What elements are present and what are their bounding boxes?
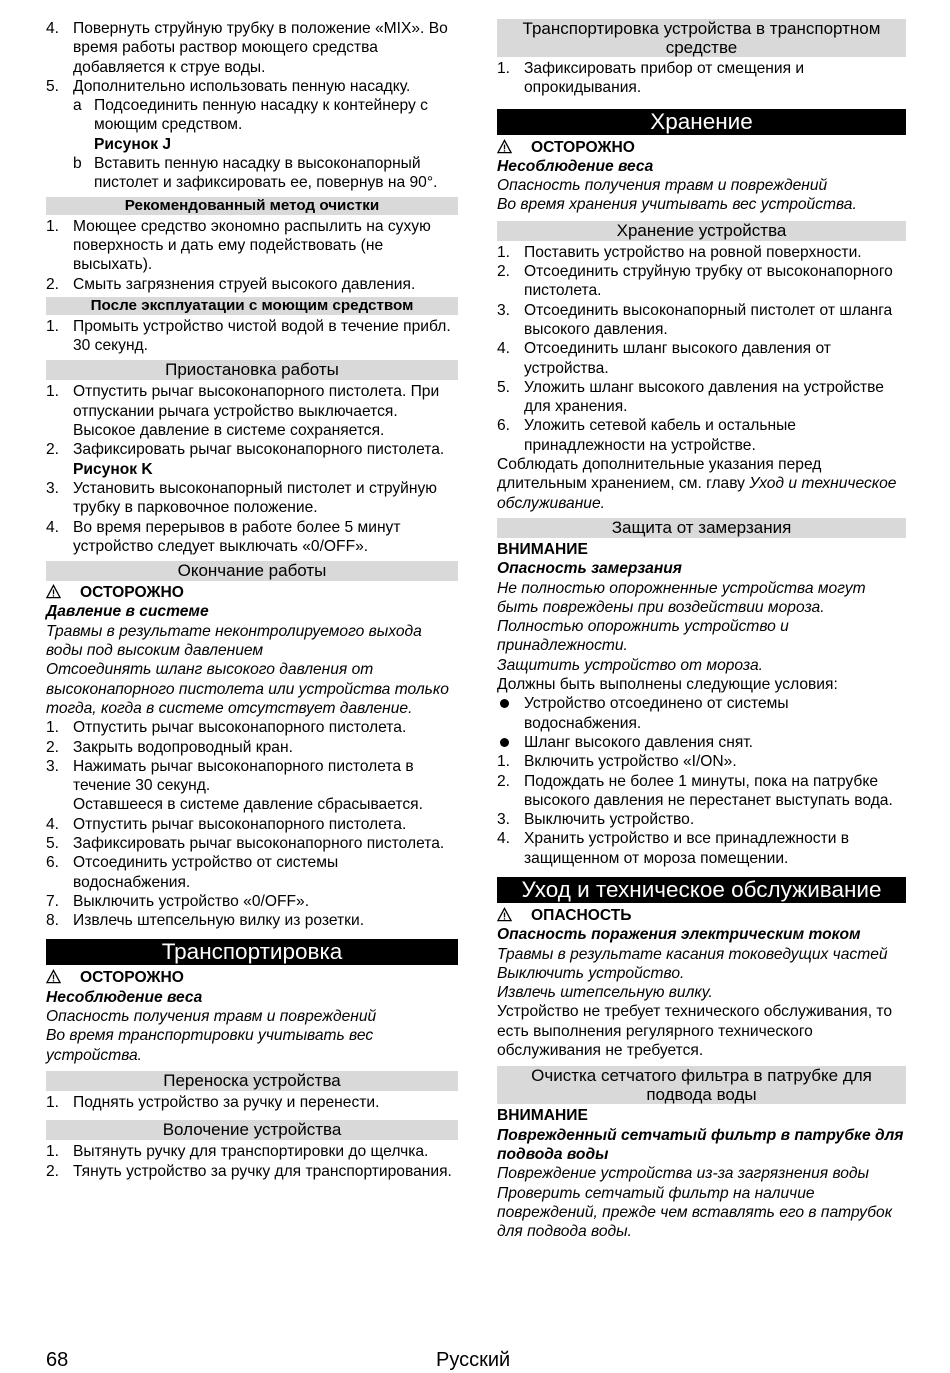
care-note: Устройство не требует технического обслуживания, то есть выполнения регулярного технического обслуживания не требуется. <box>497 1003 892 1060</box>
list-item-text: Тянуть устройство за ручку для транспортирования. <box>73 1162 452 1180</box>
end-work-list <box>46 718 458 795</box>
list-item-text: Во время перерывов в работе более 5 минут устройство следует выключать «0/OFF». <box>73 518 401 555</box>
list-item-number: 2. <box>497 263 511 281</box>
list-item-number: 3. <box>497 811 511 829</box>
list-item <box>497 810 906 829</box>
warning-text: Во время транспортировки учитывать вес устройства. <box>46 1027 374 1064</box>
end-work-list-continued <box>46 815 458 931</box>
method-list <box>46 217 458 294</box>
warning-title: Несоблюдение веса <box>497 157 654 175</box>
list-item-number: 7. <box>46 892 60 910</box>
storage-list <box>497 243 906 455</box>
section-heading-pause: Приостановка работы <box>46 360 458 380</box>
caution-text: Повреждение устройства из-за загрязнения воды <box>497 1165 870 1183</box>
chapter-heading-care: Уход и техническое обслуживание <box>497 877 906 903</box>
list-item-text: Выключить устройство «0/OFF». <box>73 892 310 910</box>
list-item <box>46 382 458 440</box>
danger-text: Травмы в результате касания токоведущих частей <box>497 945 888 963</box>
bullet-text: Шланг высокого давления снят. <box>524 733 754 751</box>
list-item-number: 1. <box>46 1143 60 1161</box>
warning-triangle-icon <box>497 139 512 154</box>
list-item-number: 2. <box>46 441 60 459</box>
list-item-number: 1. <box>46 317 60 335</box>
section-heading-store-device: Хранение устройства <box>497 221 906 241</box>
list-item-number: 6. <box>46 854 60 872</box>
caution-text: Проверить сетчатый фильтр на наличие повреждений, прежде чем вставлять его в патрубок для подвода воды. <box>497 1184 893 1241</box>
section-heading-filter: Очистка сетчатого фильтра в патрубке для подвода воды <box>497 1066 906 1104</box>
warning-label: ОСТОРОЖНО <box>46 583 458 602</box>
left-column <box>46 19 458 1181</box>
bullet-dot-icon <box>500 738 509 747</box>
right-column <box>497 19 906 1241</box>
warning-text: Отсоединять шланг высокого давления от высоконапорного пистолета или устройства только тогда, когда в системе отсутствует давление. <box>46 661 449 717</box>
caution-text: Защитить устройство от мороза. <box>497 656 763 674</box>
list-item <box>46 815 458 834</box>
list-item <box>46 479 458 518</box>
warning-label: ОСТОРОЖНО <box>497 138 906 157</box>
bullet-dot-icon <box>500 699 509 708</box>
list-item-text: Закрыть водопроводный кран. <box>73 738 293 756</box>
danger-label: ОПАСНОСТЬ <box>497 906 906 925</box>
list-item-text: Нажимать рычаг высоконапорного пистолета в течение 30 секунд. <box>73 757 414 795</box>
storage-note: Соблюдать дополнительные указания перед длительным хранением, см. главу Уход и техническое обслуживание. <box>497 456 897 512</box>
list-item <box>497 752 906 771</box>
list-item-text: Отсоединить высоконапорный пистолет от шланга высокого давления. <box>524 301 893 338</box>
list-item <box>46 275 458 294</box>
danger-title: Опасность поражения электрическим током <box>497 926 861 944</box>
list-item-number: 5. <box>497 378 511 396</box>
list-item-text: Поставить устройство на ровной поверхности. <box>524 243 862 261</box>
list-item <box>46 757 458 796</box>
list-item-text: Моющее средство экономно распылить на сухую поверхность и дать ему подействовать (не высыхать). <box>73 217 431 274</box>
caution-text: Полностью опорожнить устройство и принадлежности. <box>497 618 789 655</box>
section-heading-method: Рекомендованный метод очистки <box>46 197 458 215</box>
warning-triangle-icon <box>497 907 512 922</box>
list-item-number: 1. <box>497 243 511 261</box>
list-item <box>497 339 906 378</box>
list-item-text: Зафиксировать рычаг высоконапорного пистолета. <box>73 441 445 459</box>
list-item <box>46 738 458 757</box>
list-item <box>46 834 458 853</box>
list-item <box>497 59 906 98</box>
list-item <box>46 1142 458 1161</box>
list-item-text: Выключить устройство. <box>524 811 695 829</box>
figure-reference: Рисунок J <box>94 135 172 153</box>
warning-triangle-icon <box>46 584 61 599</box>
list-item-text: Извлечь штепсельную вилку из розетки. <box>73 912 365 930</box>
list-item-number: 2. <box>46 738 60 756</box>
warning-title: Давление в системе <box>46 603 209 621</box>
list-item-text: Отпустить рычаг высоконапорного пистолета. <box>73 815 407 833</box>
list-item-text: Отсоединить шланг высокого давления от устройства. <box>524 340 831 377</box>
footer-language: Русский <box>436 1349 511 1371</box>
figure-reference: Рисунок K <box>73 460 153 478</box>
list-item: 4. Повернуть струйную трубку в положение «MIX». Во время работы раствор моющего средства добавляется к струе воды. <box>46 20 448 76</box>
list-item <box>46 217 458 275</box>
list-item <box>497 772 906 811</box>
list-item-number: 1. <box>46 217 60 235</box>
danger-text: Выключить устройство. <box>497 964 685 982</box>
chapter-heading-transport: Транспортировка <box>46 939 458 965</box>
conditions-bullets <box>497 694 906 752</box>
list-item <box>497 262 906 301</box>
list-item-text: Хранить устройство и все принадлежности в защищенном от мороза помещении. <box>524 830 850 867</box>
list-item-number: 4. <box>497 830 511 848</box>
list-item <box>46 518 458 557</box>
list-item-number: 1. <box>46 1093 60 1111</box>
warning-title: Несоблюдение веса <box>46 988 203 1006</box>
list-item-number: 6. <box>497 417 511 435</box>
chapter-heading-storage: Хранение <box>497 109 906 135</box>
list-item-number: 3. <box>46 757 60 775</box>
list-item-text: Отсоединить устройство от системы водоснабжения. <box>73 854 339 891</box>
note-text: Оставшееся в системе давление сбрасывается. <box>73 796 423 814</box>
list-item-number: 4. <box>46 815 60 833</box>
list-item-number: 3. <box>497 301 511 319</box>
section-heading-frost: Защита от замерзания <box>497 518 906 538</box>
list-item-number: 1. <box>46 719 60 737</box>
list-item-number: 2. <box>497 772 511 790</box>
list-item-text: Отпустить рычаг высоконапорного пистолета. При отпускании рычага устройство выключается. Высокое давление в системе сохраняется. <box>73 383 440 440</box>
list-item-text: Смыть загрязнения струей высокого давления. <box>73 275 416 293</box>
caution-title: Опасность замерзания <box>497 560 682 578</box>
list-item <box>46 440 458 459</box>
section-heading-end-work: Окончание работы <box>46 561 458 581</box>
bullet-item <box>497 694 906 733</box>
list-item-number: 4. <box>497 340 511 358</box>
after-use-list <box>46 317 458 356</box>
list-item <box>497 378 906 417</box>
bullet-item <box>497 733 906 752</box>
list-item <box>497 243 906 262</box>
list-item <box>497 829 906 868</box>
list-item-text: Включить устройство «I/ON». <box>524 753 737 771</box>
section-heading-after-use: После эксплуатации с моющим средством <box>46 297 458 315</box>
list-item-number: 1. <box>46 383 60 401</box>
page-number: 68 <box>46 1349 69 1371</box>
list-item <box>46 1162 458 1181</box>
list-item-text: Зафиксировать прибор от смещения и опрокидывания. <box>524 60 805 97</box>
caution-text: Не полностью опорожненные устройства могут быть повреждены при воздействии мороза. <box>497 579 866 616</box>
list-subitem: b Вставить пенную насадку в высоконапорный пистолет и зафиксировать ее, повернув на 90°. <box>73 155 438 192</box>
list-item-text: Вытянуть ручку для транспортировки до щелчка. <box>73 1143 429 1161</box>
list-item-text: Подождать не более 1 минуты, пока на патрубке высокого давления не перестанет выступать вода. <box>524 772 893 809</box>
caution-title: Поврежденный сетчатый фильтр в патрубке для подвода воды <box>497 1126 904 1163</box>
list-item-text: Отсоединить струйную трубку от высоконапорного пистолета. <box>524 263 893 300</box>
list-item <box>46 892 458 911</box>
section-heading-vehicle: Транспортировка устройства в транспортном средстве <box>497 19 906 57</box>
vehicle-list <box>497 59 906 98</box>
frost-list <box>497 752 906 868</box>
list-item <box>497 416 906 455</box>
section-heading-carry: Переноска устройства <box>46 1071 458 1091</box>
list-item-text: Уложить шланг высокого давления на устройстве для хранения. <box>524 378 884 416</box>
pause-list-continued <box>46 479 458 556</box>
warning-label: ОСТОРОЖНО <box>46 968 458 987</box>
carry-list <box>46 1093 458 1112</box>
list-item-number: 5. <box>46 834 60 852</box>
list-item-text: Отпустить рычаг высоконапорного пистолета. <box>73 719 407 737</box>
list-item-number: 8. <box>46 912 60 930</box>
warning-text: Травмы в результате неконтролируемого выхода воды под высоким давлением <box>46 622 422 660</box>
drag-list <box>46 1142 458 1181</box>
warning-text: Опасность получения травм и повреждений <box>497 177 828 195</box>
list-item-number: 4. <box>46 518 60 536</box>
warning-triangle-icon <box>46 969 61 984</box>
list-item-text: Уложить сетевой кабель и остальные принадлежности на устройстве. <box>524 417 796 454</box>
list-item <box>46 718 458 737</box>
list-item-text: Установить высоконапорный пистолет и струйную трубку в парковочное положение. <box>73 479 437 517</box>
list-item-number: 1. <box>497 753 511 771</box>
list-subitem: a Подсоединить пенную насадку к контейнеру с моющим средством. <box>73 97 428 134</box>
list-item-number: 1. <box>497 60 511 77</box>
list-item-text: Поднять устройство за ручку и перенести. <box>73 1093 380 1111</box>
section-heading-drag: Волочение устройства <box>46 1120 458 1140</box>
danger-text: Извлечь штепсельную вилку. <box>497 984 713 1002</box>
warning-text: Опасность получения травм и повреждений <box>46 1008 377 1026</box>
list-item <box>46 911 458 930</box>
list-item-number: 3. <box>46 479 60 497</box>
caution-label: ВНИМАНИЕ <box>497 540 588 558</box>
list-item-number: 2. <box>46 275 60 293</box>
list-item <box>497 301 906 340</box>
conditions-intro: Должны быть выполнены следующие условия: <box>497 676 838 694</box>
list-item <box>46 853 458 892</box>
list-item: 5. Дополнительно использовать пенную насадку. <box>46 77 411 95</box>
list-item-text: Зафиксировать рычаг высоконапорного пистолета. <box>73 834 445 852</box>
list-item <box>46 1093 458 1112</box>
list-item-number: 2. <box>46 1162 60 1180</box>
caution-label: ВНИМАНИЕ <box>497 1107 588 1125</box>
list-item-text: Промыть устройство чистой водой в течение прибл. 30 секунд. <box>73 317 451 355</box>
warning-text: Во время хранения учитывать вес устройства. <box>497 196 857 214</box>
list-item <box>46 317 458 356</box>
pause-list <box>46 382 458 459</box>
bullet-text: Устройство отсоединено от системы водоснабжения. <box>524 695 789 732</box>
